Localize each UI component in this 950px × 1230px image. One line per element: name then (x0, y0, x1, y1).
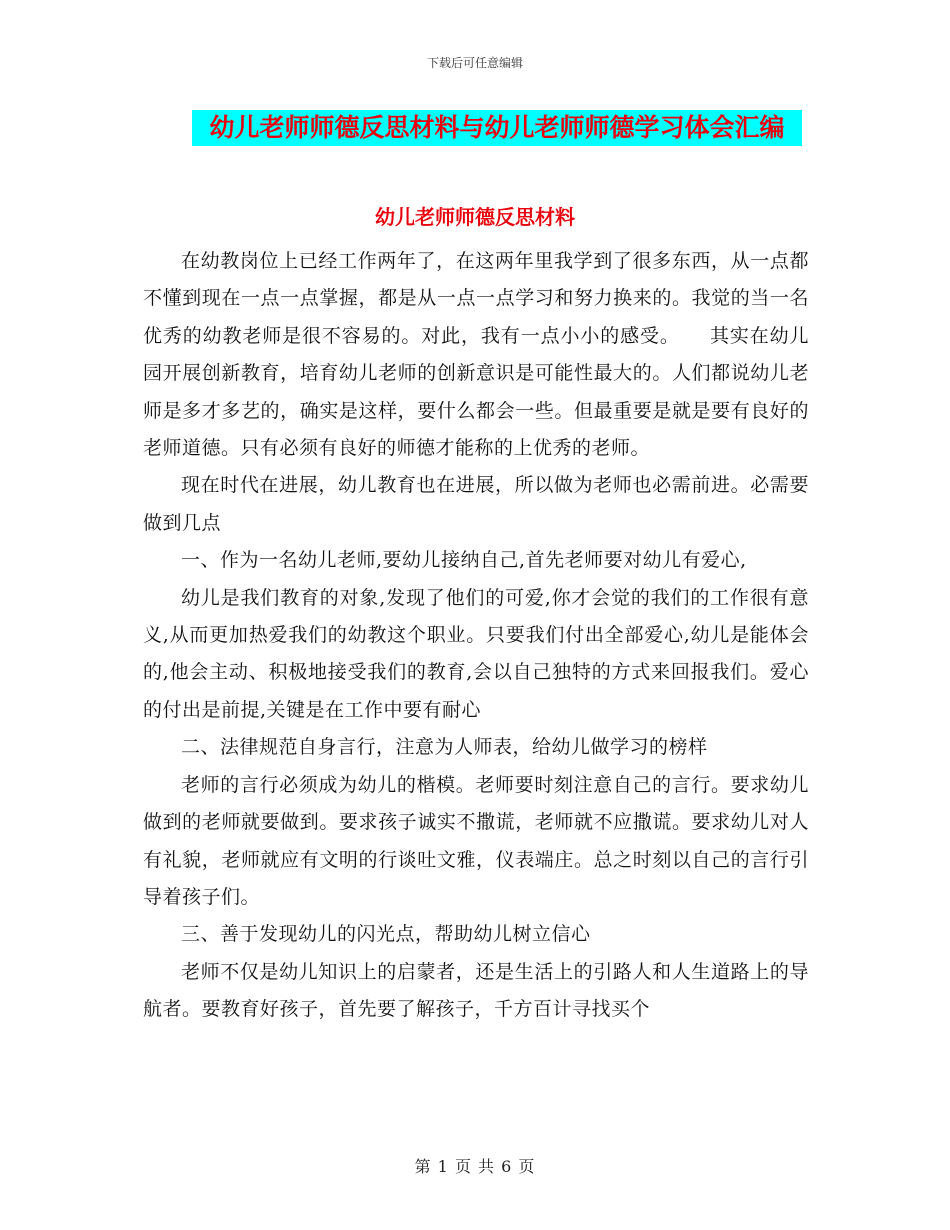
paragraph-6: 老师的言行必须成为幼儿的楷模。老师要时刻注意自己的言行。要求幼儿做到的老师就要做到。要求孩子诚实不撒谎，老师就不应撒谎。要求幼儿对人有礼貌，老师就应有文明的行谈吐文雅，仪表端庄。总之时刻以自己的言行引导着孩子们。 (143, 773, 809, 908)
paragraph-7: 三、善于发现幼儿的闪光点，帮助幼儿树立信心 (181, 923, 591, 946)
paragraph-4: 幼儿是我们教育的对象,发现了他们的可爱,你才会觉的我们的工作很有意义,从而更加热爱我们的幼教这个职业。只要我们付出全部爱心,幼儿是能体会的,他会主动、积极地接受我们的教育,会以自己独特的方式来回报我们。爱心的付出是前提,关键是在工作中要有耐心 (143, 586, 809, 721)
paragraph-5: 二、法律规范自身言行，注意为人师表，给幼儿做学习的榜样 (181, 736, 708, 759)
section-title: 幼儿老师师德反思材料 (375, 205, 575, 229)
page-header: 下载后可任意编辑 (426, 56, 523, 70)
paragraph-3: 一、作为一名幼儿老师,要幼儿接纳自己,首先老师要对幼儿有爱心, (181, 549, 747, 572)
document-title: 幼儿老师师德反思材料与幼儿老师师德学习体会汇编 (192, 110, 802, 146)
paragraph-2: 现在时代在进展，幼儿教育也在进展，所以做为老师也必需前进。必需要做到几点 (143, 474, 809, 534)
page-number-footer: 第 1 页 共 6 页 (414, 1157, 536, 1176)
paragraph-1: 在幼教岗位上已经工作两年了，在这两年里我学到了很多东西，从一点都不懂到现在一点一点掌握，都是从一点一点学习和努力换来的。我觉的当一名优秀的幼教老师是很不容易的。对此，我有一点小小的感受。 其实在幼儿园开展创新教育，培育幼儿老师的创新意识是可能性最大的。人们都说幼儿老师是多才多艺的，确实是这样，要什么都会一些。但最重要是就是要有良好的老师道德。只有必须有良好的师德才能称的上优秀的老师。 (143, 250, 809, 460)
paragraph-8: 老师不仅是幼儿知识上的启蒙者，还是生活上的引路人和人生道路上的导航者。要教育好孩子，首先要了解孩子，千方百计寻找买个 (143, 960, 809, 1021)
document-body (143, 243, 809, 1029)
